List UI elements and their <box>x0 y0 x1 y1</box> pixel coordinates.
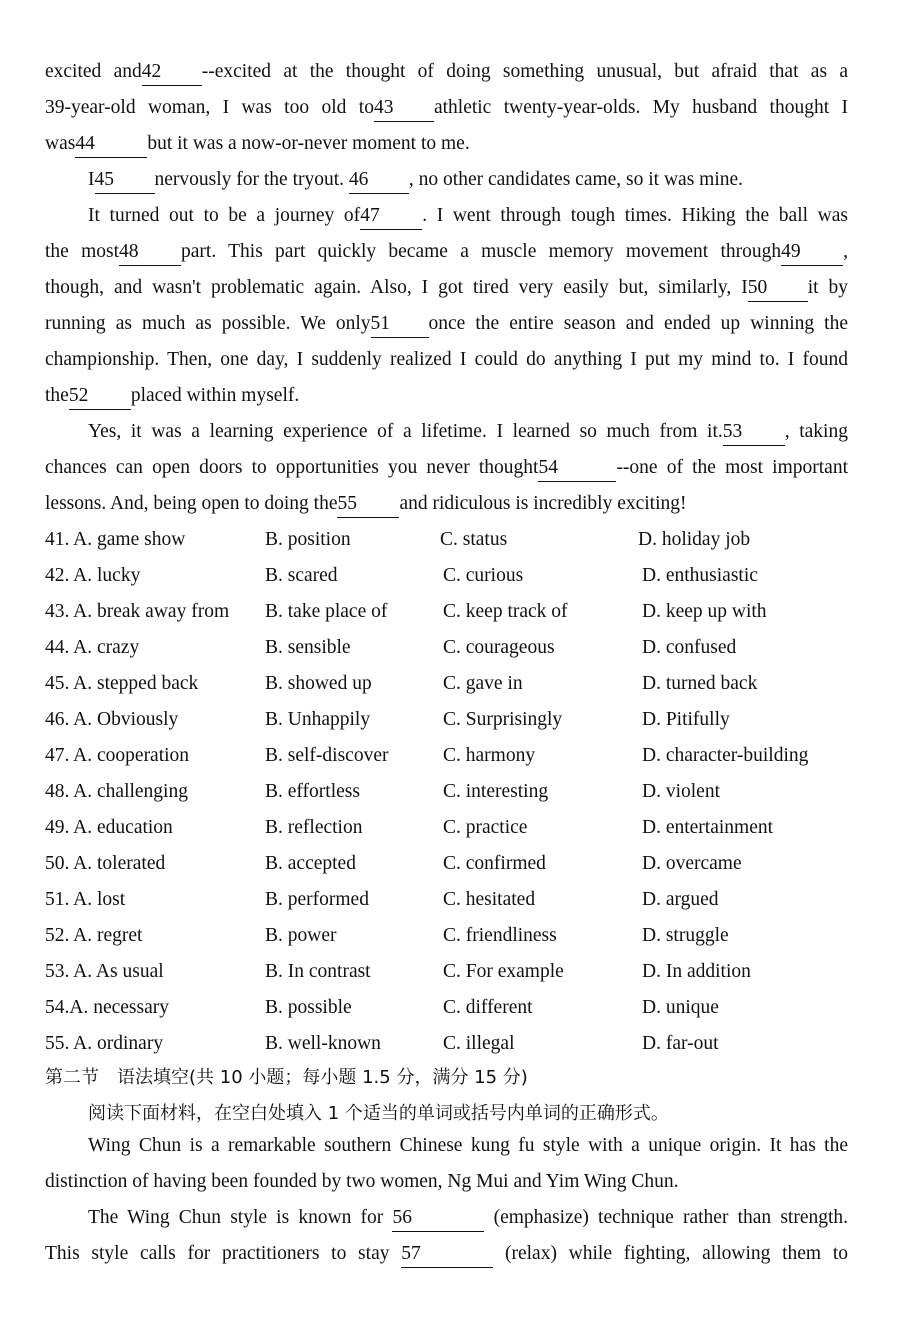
grammar-line-4: This style calls for practitioners to stay 57 (relax) while fighting, allowing them to <box>45 1236 848 1272</box>
passage-line-13: lessons. And, being open to doing the55 and ridiculous is incredibly exciting! <box>45 486 848 522</box>
options-row-49: 49. A. education B. reflection C. practice D. entertainment <box>45 817 774 838</box>
section-instruction: 阅读下面材料，在空白处填入 1 个适当的单词或括号内单词的正确形式。 <box>88 1103 669 1124</box>
options-row-46: 46. A. Obviously B. Unhappily C. Surprisingly D. Pitifully <box>45 709 730 730</box>
options-row-51: 51. A. lost B. performed C. hesitated D. argued <box>45 889 719 910</box>
passage-line-3: was44 but it was a now-or-never moment to me. <box>45 126 848 162</box>
options-row-42: 42. A. lucky B. scared C. curious D. enthusiastic <box>45 565 758 586</box>
blank-52: 52 <box>69 384 131 410</box>
grammar-line-3: The Wing Chun style is known for 56 (emphasize) technique rather than strength. <box>88 1200 848 1236</box>
options-row-55: 55. A. ordinary B. well-known C. illegal D. far-out <box>45 1033 719 1054</box>
section-heading: 第二节 语法填空(共 10 小题；每小题 1.5 分，满分 15 分) <box>45 1067 528 1088</box>
passage-line-6: the most48 part. This part quickly became a muscle memory movement through49 , <box>45 234 848 270</box>
grammar-line-1: Wing Chun is a remarkable southern Chinese kung fu style with a unique origin. It has the <box>88 1135 848 1156</box>
blank-56: 56 <box>392 1206 484 1232</box>
options-row-45: 45. A. stepped back B. showed up C. gave in D. turned back <box>45 673 758 694</box>
blank-54: 54 <box>538 456 616 482</box>
passage-line-9: championship. Then, one day, I suddenly realized I could do anything I put my mind to. I found <box>45 349 848 370</box>
passage-line-12: chances can open doors to opportunities you never thought54 --one of the most important <box>45 450 848 486</box>
blank-46: 46 <box>349 168 409 194</box>
passage-line-5: It turned out to be a journey of47 . I went through tough times. Hiking the ball was <box>88 198 848 234</box>
blank-43: 43 <box>374 96 434 122</box>
blank-42: 42 <box>142 60 202 86</box>
blank-53: 53 <box>723 420 785 446</box>
blank-45: 45 <box>95 168 155 194</box>
passage-line-2: 39-year-old woman, I was too old to43 athletic twenty-year-olds. My husband thought I <box>45 90 848 126</box>
passage-line-10: the52 placed within myself. <box>45 378 848 414</box>
blank-49: 49 <box>781 240 843 266</box>
options-row-47: 47. A. cooperation B. self-discover C. harmony D. character-building <box>45 745 809 766</box>
grammar-line-2: distinction of having been founded by two women, Ng Mui and Yim Wing Chun. <box>45 1171 679 1192</box>
blank-51: 51 <box>371 312 429 338</box>
blank-47: 47 <box>360 204 422 230</box>
passage-line-1: excited and42 --excited at the thought of doing something unusual, but afraid that as a <box>45 54 848 90</box>
options-row-53: 53. A. As usual B. In contrast C. For example D. In addition <box>45 961 751 982</box>
options-row-52: 52. A. regret B. power C. friendliness D. struggle <box>45 925 729 946</box>
blank-50: 50 <box>748 276 808 302</box>
passage-line-7: though, and wasn't problematic again. Also, I got tired very easily but, similarly, I50 it by <box>45 270 848 306</box>
passage-line-8: running as much as possible. We only51 once the entire season and ended up winning the <box>45 306 848 342</box>
options-row-48: 48. A. challenging B. effortless C. interesting D. violent <box>45 781 720 802</box>
options-row-44: 44. A. crazy B. sensible C. courageous D. confused <box>45 637 737 658</box>
blank-48: 48 <box>119 240 181 266</box>
options-row-41: 41. A. game show B. position C. status D. holiday job <box>45 529 751 550</box>
blank-57: 57 <box>401 1242 493 1268</box>
blank-55: 55 <box>337 492 399 518</box>
options-row-43: 43. A. break away from B. take place of C. keep track of D. keep up with <box>45 601 767 622</box>
options-row-50: 50. A. tolerated B. accepted C. confirmed D. overcame <box>45 853 742 874</box>
options-row-54: 54.A. necessary B. possible C. different D. unique <box>45 997 719 1018</box>
passage-line-11: Yes, it was a learning experience of a lifetime. I learned so much from it.53 , taking <box>88 414 848 450</box>
passage-line-4: I45 nervously for the tryout. 46 , no other candidates came, so it was mine. <box>88 162 848 198</box>
blank-44: 44 <box>75 132 147 158</box>
